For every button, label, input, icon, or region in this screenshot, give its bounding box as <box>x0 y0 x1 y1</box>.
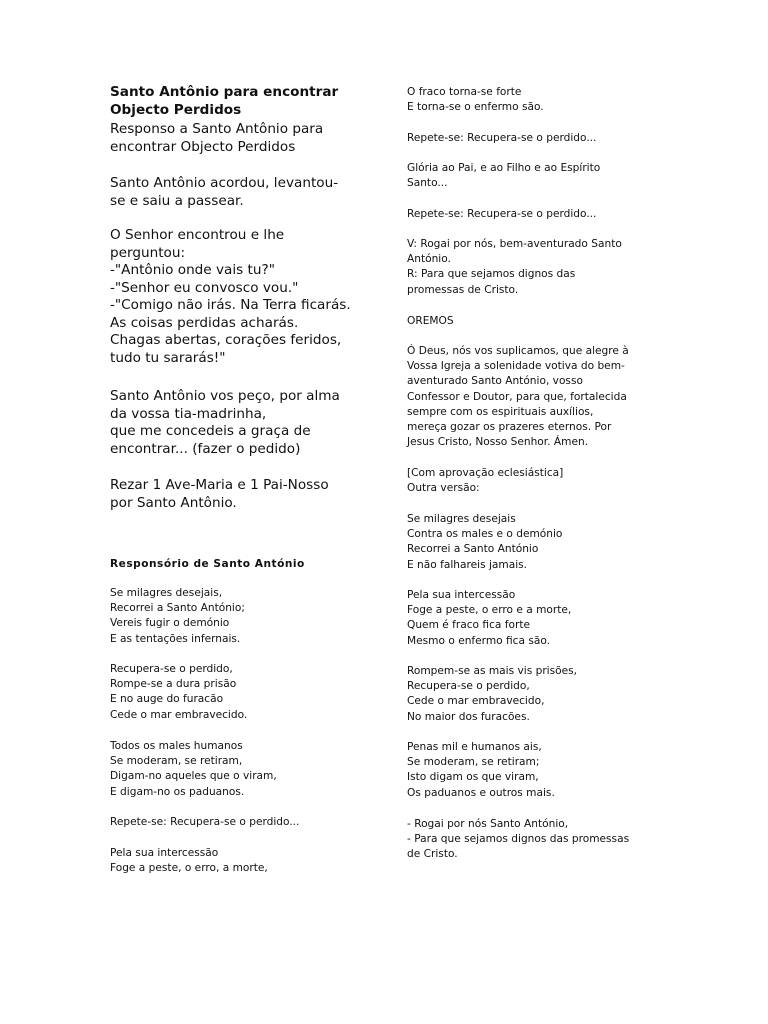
text-line: Cede o mar embravecido. <box>110 708 248 721</box>
text-line: Cede o mar embravecido, <box>407 695 545 708</box>
text-line: Rompe-se a dura prisão <box>110 678 237 691</box>
text-line: O Senhor encontrou e lhe <box>110 227 285 243</box>
text-line: Digam-no aqueles que o viram, <box>110 770 277 783</box>
text-line: E não falhareis jamais. <box>407 558 528 571</box>
section-heading: Responsório de Santo António <box>110 558 305 570</box>
text-line: Todos os males humanos <box>110 740 243 752</box>
text-line: Foge a peste, o erro e a morte, <box>407 604 572 617</box>
text-line: E no auge do furacão <box>110 693 224 706</box>
stanza <box>407 512 562 573</box>
stanza <box>110 846 268 876</box>
text-line: Ó Deus, nós vos suplicamos, que alegre à <box>407 345 629 357</box>
document-title <box>110 84 338 119</box>
paragraph <box>110 175 338 210</box>
prayer-paragraph <box>407 344 629 450</box>
paragraph <box>110 388 340 458</box>
text-line: Vereis fugir o demónio <box>110 617 230 630</box>
text-line: O fraco torna-se forte <box>407 86 522 98</box>
text-line: Contra os males e o demónio <box>407 528 563 541</box>
text-line: sempre com os espirituais auxílios, <box>407 405 594 418</box>
text-line: As coisas perdidas acharás. <box>110 314 299 331</box>
text-line: Recorrei a Santo António; <box>110 602 245 615</box>
text-line: Recupera-se o perdido, <box>407 680 530 693</box>
stanza <box>407 314 454 329</box>
text-line: Santo Antônio vos peço, por alma <box>110 388 340 404</box>
text-line: aventurado Santo António, vosso <box>407 375 583 388</box>
text-line: E torna-se o enfermo são. <box>407 101 544 114</box>
stanza <box>407 237 622 298</box>
text-line: se e saiu a passear. <box>110 192 244 209</box>
text-line: R: Para que sejamos dignos das <box>407 268 576 281</box>
stanza <box>110 662 247 723</box>
text-line: E digam-no os paduanos. <box>110 785 245 798</box>
text-line: da vossa tia-madrinha, <box>110 405 267 422</box>
text-line: Objecto Perdidos <box>110 101 242 118</box>
text-line: Se moderam, se retiram, <box>110 755 243 768</box>
text-line: Rezar 1 Ave-Maria e 1 Pai-Nosso <box>110 477 329 493</box>
text-line: Os paduanos e outros mais. <box>407 786 555 799</box>
text-line: Outra versão: <box>407 482 480 495</box>
text-line: [Com aprovação eclesiástica] <box>407 467 564 479</box>
text-line: -"Senhor eu convosco vou." <box>110 279 299 296</box>
text-line: perguntou: <box>110 244 186 261</box>
text-line: -"Comigo não irás. Na Terra ficarás. <box>110 297 351 313</box>
text-line: Recupera-se o perdido, <box>110 663 233 675</box>
text-line: encontrar... (fazer o pedido) <box>110 440 301 457</box>
text-line: promessas de Cristo. <box>407 283 519 296</box>
text-line: Chagas abertas, corações feridos, <box>110 332 342 348</box>
stanza <box>407 131 596 146</box>
text-line: Pela sua intercessão <box>110 847 219 859</box>
text-line: Santo... <box>407 177 448 190</box>
text-line: de Cristo. <box>407 848 458 861</box>
text-line: Pela sua intercessão <box>407 589 516 601</box>
text-line: por Santo Antônio. <box>110 494 237 511</box>
stanza <box>407 664 577 725</box>
text-line: Santo Antônio para encontrar <box>110 84 339 100</box>
text-line: Glória ao Pai, e ao Filho e ao Espírito <box>407 162 601 174</box>
text-line: Santo Antônio acordou, levantou- <box>110 175 339 191</box>
text-line: Repete-se: Recupera-se o perdido... <box>407 208 597 220</box>
text-line: OREMOS <box>407 315 454 327</box>
stanza <box>407 85 544 115</box>
stanza <box>110 739 277 800</box>
text-line: E as tentações infernais. <box>110 632 241 645</box>
text-line: -"Antônio onde vais tu?" <box>110 262 275 278</box>
text-line: encontrar Objecto Perdidos <box>110 138 296 155</box>
document-subtitle <box>110 121 323 156</box>
text-line: Penas mil e humanos ais, <box>407 741 542 753</box>
stanza <box>407 161 600 191</box>
text-line: Rompem-se as mais vis prisões, <box>407 665 578 677</box>
text-line: Isto digam os que viram, <box>407 771 539 784</box>
text-line: - Rogai por nós Santo António, <box>407 818 569 830</box>
text-line: Mesmo o enfermo fica são. <box>407 634 551 647</box>
text-line: Quem é fraco fica forte <box>407 619 530 632</box>
text-line: No maior dos furacões. <box>407 710 530 723</box>
text-line: António. <box>407 253 451 266</box>
paragraph <box>110 227 351 367</box>
stanza <box>407 740 555 801</box>
text-line: mereça gozar os prazeres eternos. Por <box>407 421 612 434</box>
text-line: Se moderam, se retiram; <box>407 756 540 769</box>
text-line: Jesus Cristo, Nosso Senhor. Ámen. <box>407 436 589 449</box>
text-line: Se milagres desejais <box>407 513 516 525</box>
stanza <box>110 815 299 830</box>
text-line: tudo tu sararás!" <box>110 349 226 366</box>
stanza <box>407 207 596 222</box>
stanza <box>110 586 245 647</box>
text-line: Vossa Igreja a solenidade votiva do bem- <box>407 360 625 373</box>
paragraph <box>110 477 329 512</box>
text-line: V: Rogai por nós, bem-aventurado Santo <box>407 238 622 250</box>
stanza <box>407 466 563 496</box>
text-line: Repete-se: Recupera-se o perdido... <box>110 816 300 828</box>
stanza <box>407 588 571 649</box>
text-line: Foge a peste, o erro, a morte, <box>110 862 268 875</box>
stanza <box>407 817 629 863</box>
text-line: Responso a Santo Antônio para <box>110 121 324 137</box>
text-line: Confessor e Doutor, para que, fortalecida <box>407 390 627 403</box>
text-line: Se milagres desejais, <box>110 587 223 599</box>
text-line: que me concedeis a graça de <box>110 423 311 439</box>
text-line: - Para que sejamos dignos das promessas <box>407 833 630 846</box>
text-line: Recorrei a Santo António <box>407 543 539 556</box>
text-line: Repete-se: Recupera-se o perdido... <box>407 132 597 144</box>
